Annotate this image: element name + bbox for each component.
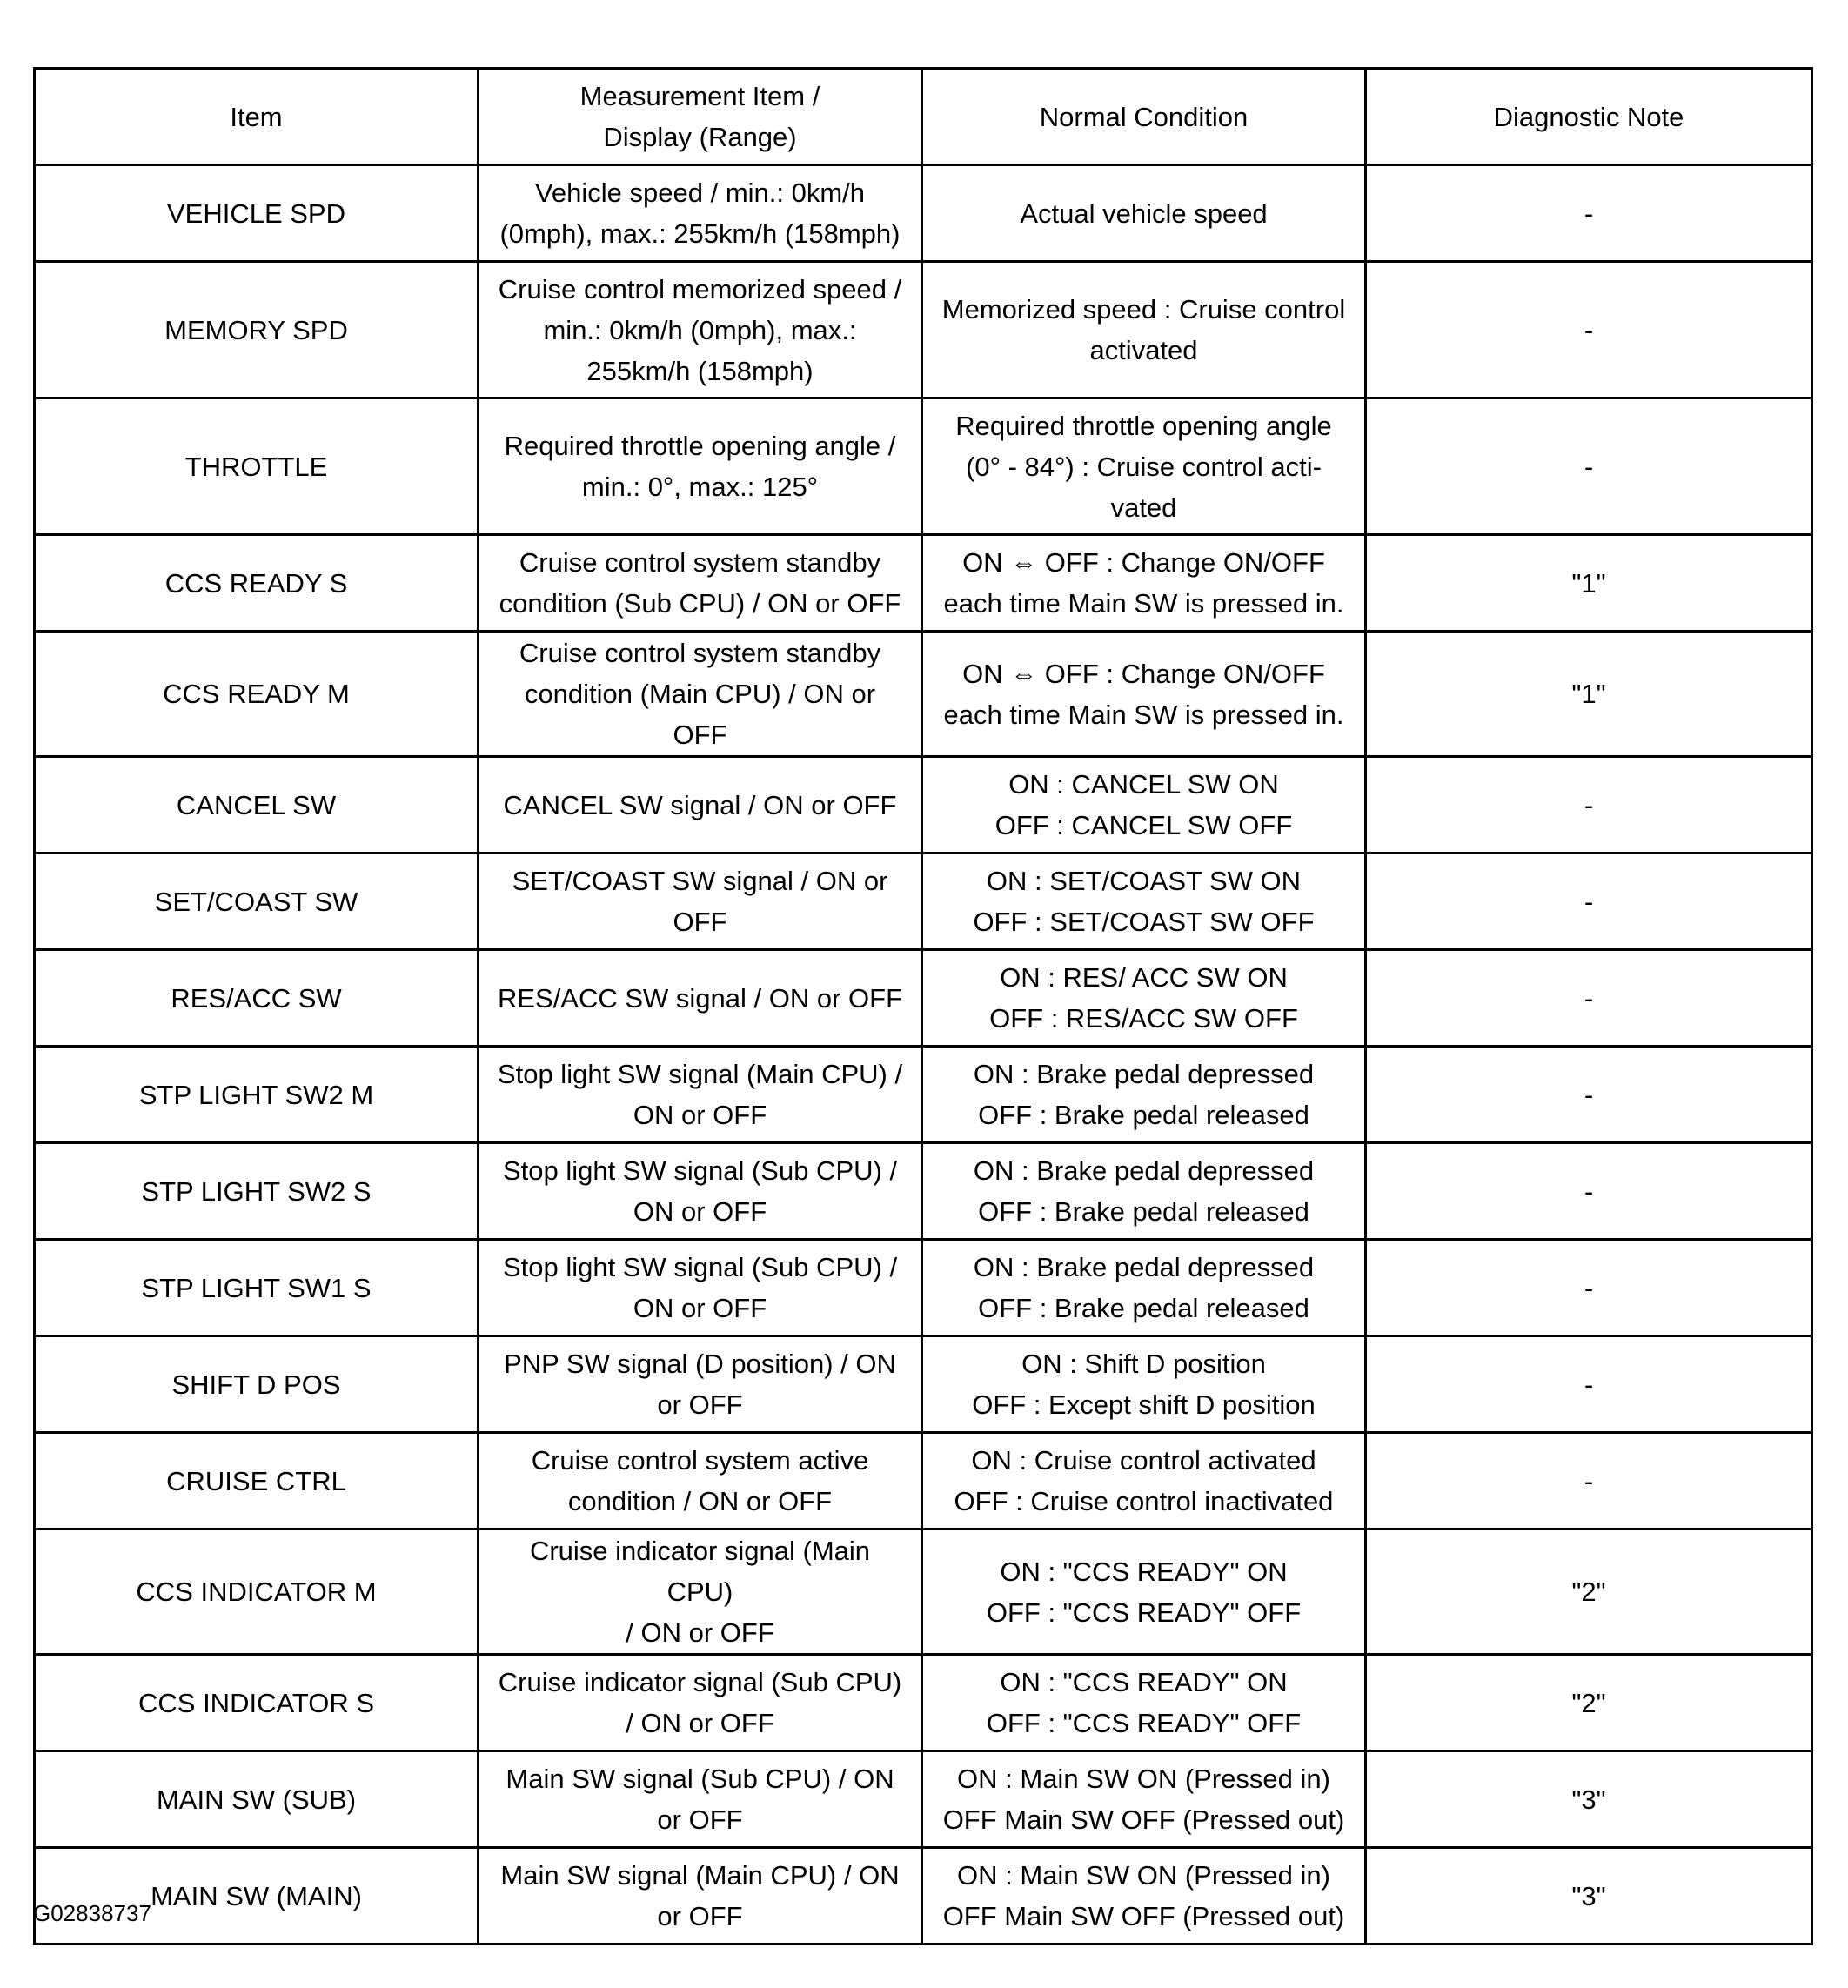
table-row bbox=[35, 853, 1812, 950]
measurement-cell: SET/COAST SW signal / ON or OFF bbox=[479, 853, 922, 950]
table-row bbox=[35, 950, 1812, 1047]
table-row bbox=[35, 1529, 1812, 1655]
item-cell: MAIN SW (MAIN) bbox=[35, 1848, 479, 1944]
measurement-cell: Cruise indicator signal (Sub CPU) / ON or OFF bbox=[479, 1655, 922, 1751]
normal-condition-cell: ON : Brake pedal depressed OFF : Brake pedal released bbox=[922, 1047, 1366, 1143]
table-row bbox=[35, 398, 1812, 535]
measurement-cell: Cruise control memorized speed / min.: 0km/h (0mph), max.: 255km/h (158mph) bbox=[479, 262, 922, 398]
item-cell: SHIFT D POS bbox=[35, 1336, 479, 1433]
table-row bbox=[35, 1848, 1812, 1944]
measurement-cell: CANCEL SW signal / ON or OFF bbox=[479, 757, 922, 853]
normal-condition-cell: ON : RES/ ACC SW ON OFF : RES/ACC SW OFF bbox=[922, 950, 1366, 1047]
table-row bbox=[35, 165, 1812, 262]
normal-condition-cell: ON : Brake pedal depressed OFF : Brake pedal released bbox=[922, 1240, 1366, 1336]
item-cell: STP LIGHT SW1 S bbox=[35, 1240, 479, 1336]
diagnostic-note-cell: "3" bbox=[1366, 1751, 1812, 1848]
diagnostic-note-cell: - bbox=[1366, 1433, 1812, 1529]
item-cell: STP LIGHT SW2 S bbox=[35, 1143, 479, 1240]
diagnostic-note-cell: - bbox=[1366, 1336, 1812, 1433]
normal-condition-cell: ON : Shift D position OFF : Except shift D position bbox=[922, 1336, 1366, 1433]
diagnostic-note-cell: "2" bbox=[1366, 1655, 1812, 1751]
diagnostic-note-cell: "3" bbox=[1366, 1848, 1812, 1944]
measurement-cell: Cruise control system standby condition (Main CPU) / ON or OFF bbox=[479, 632, 922, 757]
measurement-cell: Vehicle speed / min.: 0km/h (0mph), max.: 255km/h (158mph) bbox=[479, 165, 922, 262]
measurement-cell: Stop light SW signal (Sub CPU) / ON or OFF bbox=[479, 1240, 922, 1336]
measurement-cell: Main SW signal (Main CPU) / ON or OFF bbox=[479, 1848, 922, 1944]
item-cell: CCS READY S bbox=[35, 535, 479, 632]
normal-condition-cell: Memorized speed : Cruise control activated bbox=[922, 262, 1366, 398]
item-cell: SET/COAST SW bbox=[35, 853, 479, 950]
item-cell: RES/ACC SW bbox=[35, 950, 479, 1047]
table-row bbox=[35, 632, 1812, 757]
normal-condition-cell: ON : "CCS READY" ON OFF : "CCS READY" OFF bbox=[922, 1529, 1366, 1655]
table-body bbox=[35, 165, 1812, 1944]
diagnostic-note-cell: - bbox=[1366, 1047, 1812, 1143]
table-row bbox=[35, 1240, 1812, 1336]
measurement-cell: Cruise indicator signal (Main CPU) / ON or OFF bbox=[479, 1529, 922, 1655]
measurement-cell: PNP SW signal (D position) / ON or OFF bbox=[479, 1336, 922, 1433]
measurement-cell: Main SW signal (Sub CPU) / ON or OFF bbox=[479, 1751, 922, 1848]
item-cell: CRUISE CTRL bbox=[35, 1433, 479, 1529]
table-header-row bbox=[35, 69, 1812, 165]
measurement-cell: Cruise control system standby condition (Sub CPU) / ON or OFF bbox=[479, 535, 922, 632]
item-cell: STP LIGHT SW2 M bbox=[35, 1047, 479, 1143]
measurement-cell: Required throttle opening angle / min.: 0°, max.: 125° bbox=[479, 398, 922, 535]
table-row bbox=[35, 1143, 1812, 1240]
item-cell: CCS READY M bbox=[35, 632, 479, 757]
measurement-cell: Stop light SW signal (Main CPU) / ON or OFF bbox=[479, 1047, 922, 1143]
diagnostic-note-cell: - bbox=[1366, 950, 1812, 1047]
normal-condition-cell: ON : "CCS READY" ON OFF : "CCS READY" OFF bbox=[922, 1655, 1366, 1751]
table-row bbox=[35, 757, 1812, 853]
normal-condition-cell: ON : Main SW ON (Pressed in) OFF Main SW OFF (Pressed out) bbox=[922, 1751, 1366, 1848]
measurement-cell: Cruise control system active condition / ON or OFF bbox=[479, 1433, 922, 1529]
header-diagnostic-note: Diagnostic Note bbox=[1366, 69, 1812, 165]
diagnostic-note-cell: - bbox=[1366, 853, 1812, 950]
table-row bbox=[35, 1751, 1812, 1848]
normal-condition-cell: Required throttle opening angle (0° - 84°) : Cruise control acti- vated bbox=[922, 398, 1366, 535]
normal-condition-cell: ON : CANCEL SW ON OFF : CANCEL SW OFF bbox=[922, 757, 1366, 853]
item-cell: CANCEL SW bbox=[35, 757, 479, 853]
diagnostic-note-cell: - bbox=[1366, 1240, 1812, 1336]
measurement-cell: RES/ACC SW signal / ON or OFF bbox=[479, 950, 922, 1047]
table-row bbox=[35, 1047, 1812, 1143]
item-cell: CCS INDICATOR M bbox=[35, 1529, 479, 1655]
diagnostic-note-cell: "1" bbox=[1366, 535, 1812, 632]
diagnostic-note-cell: - bbox=[1366, 757, 1812, 853]
header-item: Item bbox=[35, 69, 479, 165]
figure-id: G02838737 bbox=[33, 1900, 151, 1926]
diagnostic-note-cell: - bbox=[1366, 262, 1812, 398]
table-row bbox=[35, 535, 1812, 632]
diagnostic-table bbox=[33, 67, 1813, 1945]
normal-condition-cell: ON : Brake pedal depressed OFF : Brake pedal released bbox=[922, 1143, 1366, 1240]
normal-condition-cell: Actual vehicle speed bbox=[922, 165, 1366, 262]
item-cell: MEMORY SPD bbox=[35, 262, 479, 398]
normal-condition-cell: ON ⇔ OFF : Change ON/OFF each time Main SW is pressed in. bbox=[922, 632, 1366, 757]
diagnostic-note-cell: - bbox=[1366, 398, 1812, 535]
item-cell: CCS INDICATOR S bbox=[35, 1655, 479, 1751]
diagnostic-note-cell: - bbox=[1366, 1143, 1812, 1240]
normal-condition-cell: ON : SET/COAST SW ON OFF : SET/COAST SW OFF bbox=[922, 853, 1366, 950]
diagnostic-note-cell: - bbox=[1366, 165, 1812, 262]
normal-condition-cell: ON : Main SW ON (Pressed in) OFF Main SW OFF (Pressed out) bbox=[922, 1848, 1366, 1944]
diagnostic-note-cell: "2" bbox=[1366, 1529, 1812, 1655]
table-row bbox=[35, 1336, 1812, 1433]
header-measurement-item: Measurement Item / Display (Range) bbox=[479, 69, 922, 165]
table-row bbox=[35, 1655, 1812, 1751]
item-cell: VEHICLE SPD bbox=[35, 165, 479, 262]
measurement-cell: Stop light SW signal (Sub CPU) / ON or OFF bbox=[479, 1143, 922, 1240]
table-row bbox=[35, 262, 1812, 398]
item-cell: MAIN SW (SUB) bbox=[35, 1751, 479, 1848]
table-row bbox=[35, 1433, 1812, 1529]
header-normal-condition: Normal Condition bbox=[922, 69, 1366, 165]
diagnostic-note-cell: "1" bbox=[1366, 632, 1812, 757]
item-cell: THROTTLE bbox=[35, 398, 479, 535]
normal-condition-cell: ON ⇔ OFF : Change ON/OFF each time Main SW is pressed in. bbox=[922, 535, 1366, 632]
normal-condition-cell: ON : Cruise control activated OFF : Cruise control inactivated bbox=[922, 1433, 1366, 1529]
